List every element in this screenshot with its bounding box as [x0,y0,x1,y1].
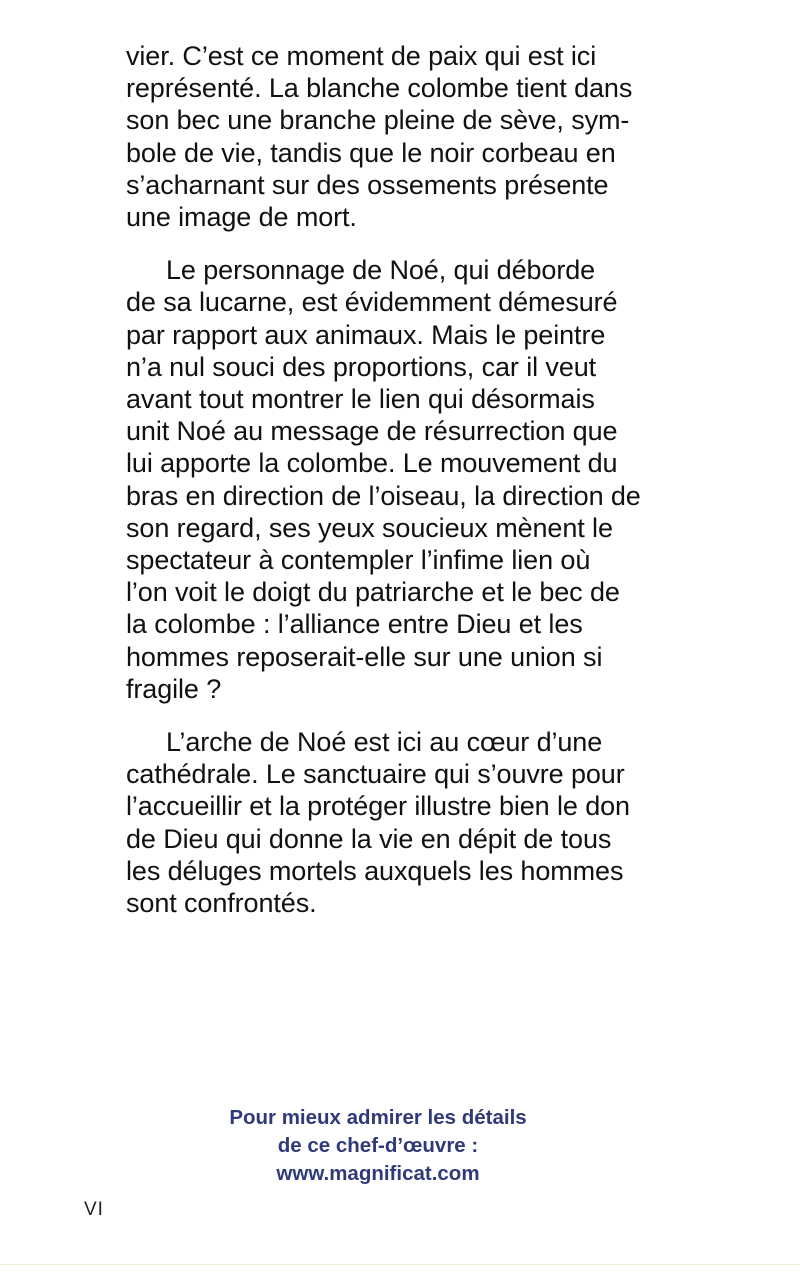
text-line: avant tout montrer le lien qui désormais [126,384,595,415]
text-line: bole de vie, tandis que le noir corbeau en [126,137,616,168]
text-line: l’on voit le doigt du patriarche et le bec de [126,577,620,608]
text-line: unit Noé au message de résurrection que [126,416,618,447]
text-line: les déluges mortels auxquels les hommes [126,855,624,886]
paragraph-1 [126,40,633,233]
text-line: hommes reposerait-elle sur une union si [126,641,603,672]
body-text [126,40,641,919]
text-line: la colombe : l’alliance entre Dieu et les [126,609,583,640]
promo-url-link[interactable]: www.magnificat.com [276,1162,480,1185]
paragraph-spacer [126,705,626,726]
text-line: sont confrontés. [126,888,317,919]
text-line: s’acharnant sur des ossements présente [126,169,609,200]
text-line: par rapport aux animaux. Mais le peintre [126,319,606,350]
text-line: de Dieu qui donne la vie en dépit de tous [126,823,612,854]
paragraph-spacer [126,233,626,254]
text-line: spectateur à contempler l’infime lien où [126,545,591,576]
text-line: vier. C’est ce moment de paix qui est ici [126,41,597,71]
text-line: une image de mort. [126,202,357,233]
paragraph-2 [126,254,641,705]
text-line: L’arche de Noé est ici au cœur d’une [166,727,603,758]
paragraph-3 [126,726,630,919]
promo-line: de ce chef-d’œuvre : [277,1134,479,1157]
text-line: cathédrale. Le sanctuaire qui s’ouvre pour [126,759,625,790]
text-line: lui apporte la colombe. Le mouvement du [126,448,618,479]
text-line: représenté. La blanche colombe tient dans [126,73,633,104]
text-line: n’a nul souci des proportions, car il veut [126,351,597,382]
text-line: fragile ? [126,673,222,704]
text-line: son bec une branche pleine de sève, sym- [126,105,630,136]
text-line: de sa lucarne, est évidemment démesuré [126,287,618,318]
promo-notice [178,1104,578,1188]
text-line: son regard, ses yeux soucieux mènent le [126,512,613,543]
page-edge-divider [0,1264,800,1265]
text-line: bras en direction de l’oiseau, la direction de [126,480,641,511]
text-line: l’accueillir et la protéger illustre bien le don [126,791,630,822]
page-number: VI [84,1199,104,1220]
text-line: Le personnage de Noé, qui déborde [166,255,596,286]
promo-line: Pour mieux admirer les détails [229,1106,527,1129]
